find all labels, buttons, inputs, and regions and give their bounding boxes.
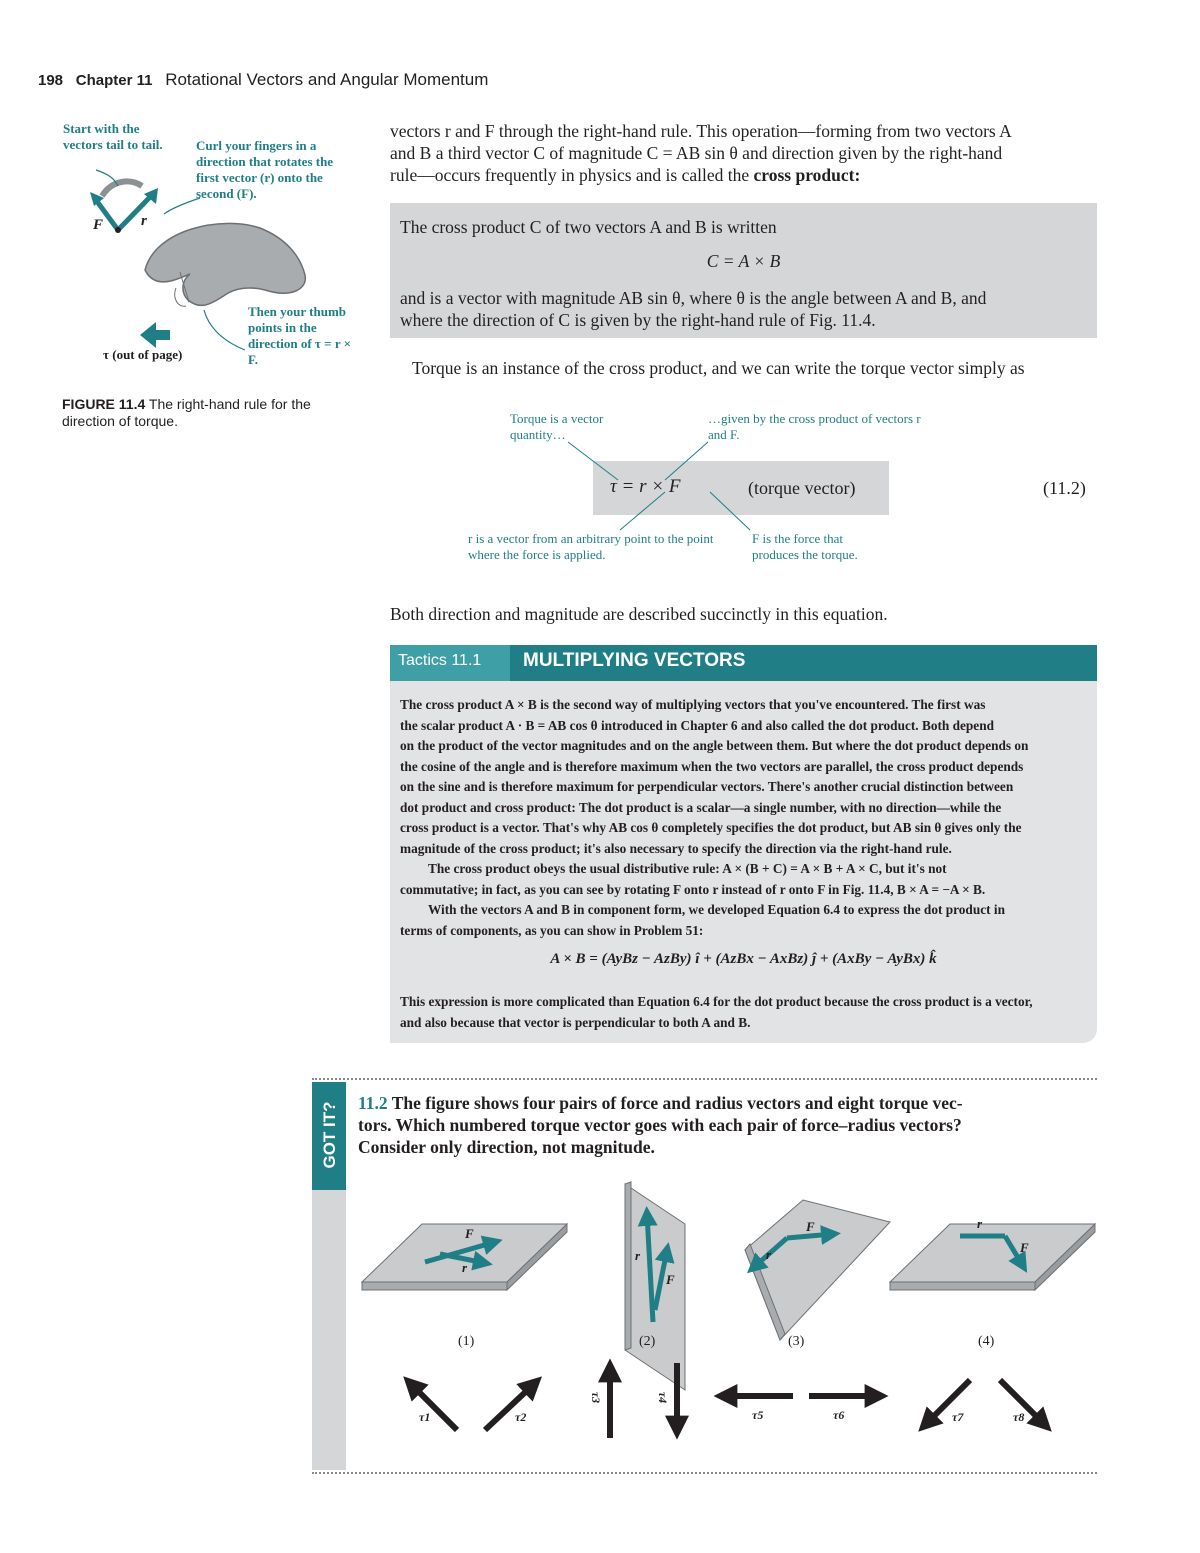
definition-equation: C = A × B <box>706 251 781 271</box>
intro-paragraph <box>390 120 1100 186</box>
torque-label-6: τ6 <box>833 1408 845 1422</box>
callout-start: Start with the vectors tail to tail. <box>63 121 163 152</box>
running-head <box>38 70 488 90</box>
tau-out-of-page-arrow <box>140 322 170 348</box>
panel-2-F-label: F <box>666 1272 675 1287</box>
tactics-line: With the vectors A and B in component form, we developed Equation 6.4 to express the dot product in <box>428 902 1005 917</box>
torque-label-3: τ3 <box>589 1391 604 1404</box>
torque-label-2: τ2 <box>515 1410 527 1424</box>
got-it-number: 11.2 <box>358 1093 388 1113</box>
torque-equation: τ = r × F <box>610 476 681 497</box>
torque-label-7: τ7 <box>952 1410 964 1424</box>
cross-product-component-equation: A × B = (AyBz − AzBy) î + (AzBx − AxBz) ĵ + (AxBy − AyBx) k̂ <box>550 951 937 967</box>
tactics-line: This expression is more complicated than Equation 6.4 for the dot product because the cross product is a vector, <box>400 994 1033 1009</box>
callout-thumb: Then your thumb points in the direction of τ = r × F. <box>248 304 352 367</box>
torque-equation-name: (torque vector) <box>748 478 856 498</box>
tactics-paragraph-1 <box>400 695 1100 941</box>
callout-torque-vector: Torque is a vector quantity… <box>510 411 604 442</box>
got-it-question <box>358 1092 1078 1158</box>
intro-line: vectors r and F through the right-hand rule. This operation—forming from two vectors A <box>390 121 1012 141</box>
definition-line: The cross product C of two vectors A and B is written <box>400 217 777 237</box>
tactics-line: The cross product obeys the usual distributive rule: A × (B + C) = A × B + A × C, but it's not <box>428 861 947 876</box>
tactics-line: commutative; in fact, as you can see by rotating F onto r instead of r onto F in Fig. 11.4, B × A = −A × B. <box>400 881 986 897</box>
both-direction-sentence: Both direction and magnitude are described succinctly in this equation. <box>390 604 888 624</box>
definition-line: where the direction of C is given by the right-hand rule of Fig. 11.4. <box>400 310 876 330</box>
got-it-top-rule <box>312 1078 1097 1080</box>
panel-1-r-label: r <box>462 1260 468 1275</box>
cross-product-term: cross product: <box>753 165 861 185</box>
right-hand-rule-figure <box>60 150 360 380</box>
callout-cross-product: …given by the cross product of vectors r and F. <box>708 411 921 442</box>
panel-number-4: (4) <box>978 1334 995 1349</box>
panel-3-plate <box>745 1200 890 1340</box>
got-it-side-rule <box>312 1190 346 1470</box>
panel-number-3: (3) <box>788 1334 805 1349</box>
tactics-paragraph-4 <box>400 992 1100 1033</box>
caption-text: The right-hand rule for the direction of torque. <box>62 396 311 429</box>
intro-line: and B a third vector C of magnitude C = AB sin θ and direction given by the right-hand <box>390 143 1003 163</box>
chapter-title: Rotational Vectors and Angular Momentum <box>165 70 489 89</box>
figure-caption <box>62 396 352 430</box>
tactics-line: cross product is a vector. That's why AB cos θ completely specifies the dot product, but AB sin θ gives only the <box>400 820 1022 835</box>
tactics-label: Tactics 11.1 <box>398 652 482 669</box>
fig-label-r: r <box>141 213 147 229</box>
torque-label-1: τ1 <box>419 1410 431 1424</box>
torque-vector-1 <box>410 1383 457 1430</box>
callout-r-vector: r is a vector from an arbitrary point to the point where the force is applied. <box>468 531 714 562</box>
fig-label-F: F <box>93 217 104 233</box>
torque-label-4: τ4 <box>656 1391 671 1404</box>
tactics-line: The cross product A × B is the second way of multiplying vectors that you've encountered. The first was <box>400 697 986 712</box>
torque-label-8: τ8 <box>1013 1410 1025 1424</box>
equation-leader-lines <box>560 430 760 540</box>
panel-number-2: (2) <box>639 1334 656 1349</box>
tactics-title: MULTIPLYING VECTORS <box>523 650 746 671</box>
tactics-line: on the product of the vector magnitudes and on the angle between them. But where the dot product depends on <box>400 738 1029 753</box>
got-it-label: GOT IT? <box>320 1101 339 1169</box>
panel-2-r-label: r <box>635 1248 641 1263</box>
fig-label-tau: τ (out of page) <box>103 347 183 362</box>
callout-curl: Curl your fingers in a direction that rotates the first vector (r) onto the second (F). <box>196 138 334 201</box>
torque-intro: Torque is an instance of the cross product, and we can write the torque vector simply as <box>412 358 1025 378</box>
panel-1-F-label: F <box>465 1226 474 1241</box>
caption-label: FIGURE 11.4 <box>62 396 146 412</box>
tactics-line: the scalar product A · B = AB cos θ introduced in Chapter 6 and also called the dot product. Both depend <box>400 717 995 733</box>
got-it-line: Consider only direction, not magnitude. <box>358 1137 655 1157</box>
page-number: 198 <box>38 72 64 89</box>
got-it-line: The figure shows four pairs of force and radius vectors and eight torque vec- <box>391 1093 963 1113</box>
got-it-figure <box>355 1180 1100 1475</box>
panel-4-F-label: F <box>1020 1240 1029 1255</box>
tactics-line: and also because that vector is perpendicular to both A and B. <box>400 1014 751 1030</box>
panel-3-F-label: F <box>806 1219 815 1234</box>
tactics-line: the cosine of the angle and is therefore maximum when the two vectors are parallel, the cross product depends <box>400 758 1024 774</box>
panel-4-r-label: r <box>977 1216 983 1231</box>
panel-number-1: (1) <box>458 1334 475 1349</box>
panel-2-plate <box>625 1182 685 1390</box>
callout-force: F is the force that produces the torque. <box>752 531 858 562</box>
torque-label-5: τ5 <box>752 1408 764 1422</box>
tactics-line: on the sine and is therefore maximum for perpendicular vectors. There's another crucial distinction between <box>400 779 1014 794</box>
chapter-label: Chapter 11 <box>75 72 153 89</box>
torque-vector-2 <box>485 1383 535 1430</box>
intro-line: rule—occurs frequently in physics and is called the cross product: <box>390 165 861 185</box>
tactics-line: dot product and cross product: The dot product is a scalar—a single number, with no direction—while the <box>400 799 1002 815</box>
tactics-line: terms of components, as you can show in Problem 51: <box>400 922 704 938</box>
panel-3-r-label: r <box>766 1247 772 1262</box>
tactics-line: magnitude of the cross product; it's also necessary to specify the direction via the right-hand rule. <box>400 840 952 856</box>
equation-number: (11.2) <box>1043 478 1086 498</box>
got-it-line: tors. Which numbered torque vector goes with each pair of force–radius vectors? <box>358 1115 962 1135</box>
definition-line: and is a vector with magnitude AB sin θ, where θ is the angle between A and B, and <box>400 288 987 308</box>
